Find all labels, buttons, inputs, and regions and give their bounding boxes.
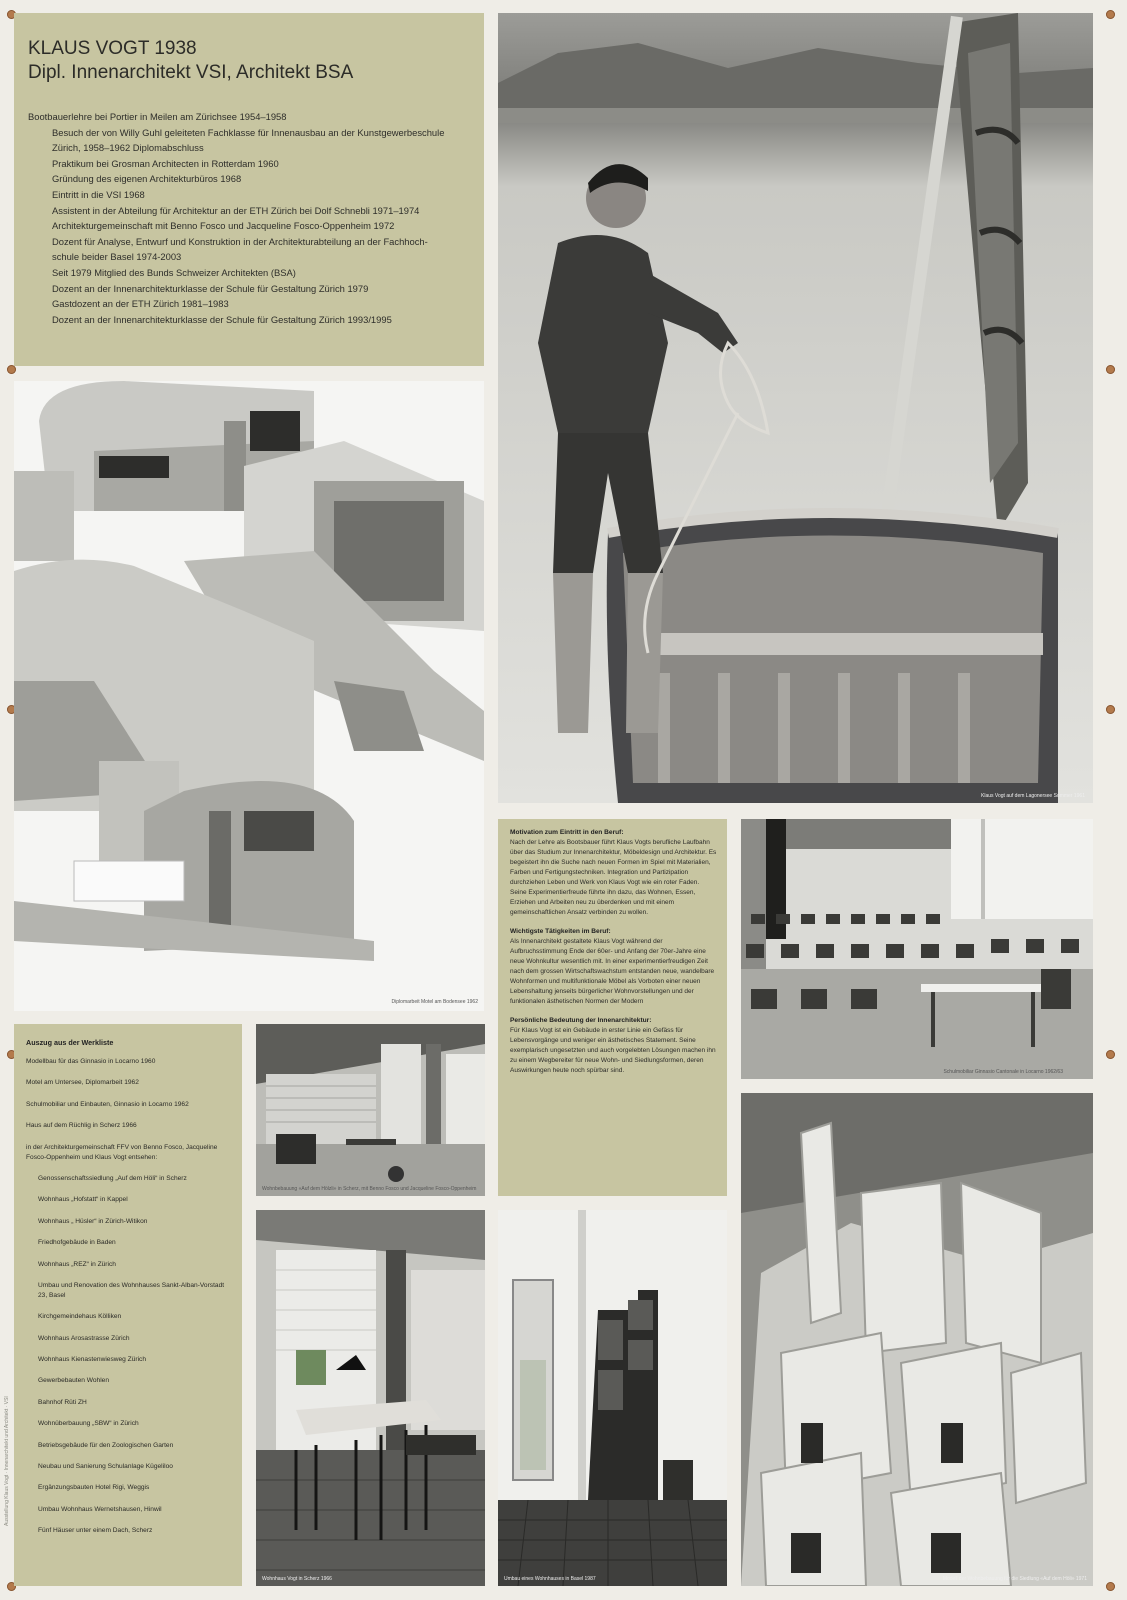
worklist-item: Wohnhaus „Hofstatt“ in Kappel [38, 1196, 128, 1204]
living-room-photo [256, 1024, 485, 1196]
significance-text: Für Klaus Vogt ist ein Gebäude in erster Linie ein Gefäss für Lebensvorgänge und weniger ein ästhetisches Statement. Seine exemplarisch ungesetzten und auch vorgelebten Lösungen machen ihn zu einem Wegbereiter für neue Wohn- und Siedlungsformen, deren Auswirkungen heute noch spürbar sind. [510, 1027, 716, 1074]
motel-caption: Diplomarbeit Motel am Bodensee 1962 [391, 999, 478, 1005]
school-caption: Schulmobiliar Ginnasio Cantonale in Locarno 1962/63 [943, 1069, 1063, 1075]
housing-model-photo [741, 1093, 1093, 1586]
bio-entry: Assistent in der Abteilung für Architektur an der ETH Zürich bei Dolf Schnebli 1971–1974 [52, 204, 420, 216]
living-room-caption: Wohnbebauung «Auf dem Hölzli» in Scherz, mit Benno Fosco und Jacqueline Fosco-Oppenheim [262, 1186, 477, 1192]
worklist-item: Friedhofgebäude in Baden [38, 1239, 116, 1247]
bio-entry: Besuch der von Willy Guhl geleiteten Fachklasse für Innenausbau an der Kunstgewerbeschule [52, 126, 445, 138]
activities-heading: Wichtigste Tätigkeiten im Beruf: [510, 928, 611, 935]
pin [1106, 365, 1115, 374]
worklist-item: Ergänzungsbauten Hotel Rigi, Weggis [38, 1484, 150, 1492]
page-subtitle: Dipl. Innenarchitekt VSI, Architekt BSA [28, 62, 354, 83]
staircase-photo [498, 1210, 727, 1586]
worklist-item: Kirchgemeindehaus Kölliken [38, 1313, 122, 1321]
activities-text: Als Innenarchitekt gestaltete Klaus Vogt während der Aufbruchsstimmung Ende der 60er- und Anfang der 70er-Jahre eine neue Wohnkultur wesentlich mit. In einer experimentierfreudigen Zeit nach dem grossen Wirtschaftswachstum entstanden neue, wandelbare Wohnformen und multifunktionale Möbel als Vorboten einer neuen Lebenshaltung jenseits bürgerlicher Wohnvorstellungen und der funktionalen ästhetischen Normen der Modern [510, 938, 715, 1005]
bio-list [28, 109, 468, 327]
housing-model-caption: Modell der Wohnbebauung für die Siedlung «Auf dem Höli» 1971 [942, 1576, 1087, 1582]
boat-photo [498, 13, 1093, 803]
worklist-item: Wohnhaus „REZ“ in Zürich [38, 1260, 116, 1268]
worklist-item: Umbau und Renovation des Wohnhauses Sankt-Alban-Vorstadt 23, Basel [38, 1281, 225, 1299]
worklist-item: Schulmobiliar und Einbauten, Ginnasio in Locarno 1962 [26, 1100, 189, 1108]
school-furniture-photo [741, 819, 1093, 1079]
worklist-panel [4, 1024, 242, 1586]
bio-entry: Praktikum bei Grosman Architecten in Rotterdam 1960 [52, 157, 279, 169]
worklist-item: Motel am Untersee, Diplomarbeit 1962 [26, 1079, 139, 1087]
pin [1106, 10, 1115, 19]
pin [1106, 1582, 1115, 1591]
worklist-item: Wohnhaus Arosastrasse Zürich [38, 1334, 130, 1342]
bio-entry: Gründung des eigenen Architekturbüros 1968 [52, 173, 242, 185]
dining-room-caption: Wohnhaus Vogt in Scherz 1966 [262, 1576, 332, 1582]
worklist-item: Modellbau für das Ginnasio in Locarno 1960 [26, 1058, 156, 1065]
significance-heading: Persönliche Bedeutung der Innenarchitektur: [510, 1017, 652, 1024]
dining-room-photo [256, 1210, 485, 1586]
worklist-item: Gewerbebauten Wohlen [38, 1377, 109, 1385]
worklist-list [26, 1057, 234, 1536]
page-title: KLAUS VOGT 1938 [28, 38, 197, 59]
worklist-item: Wohnhaus Kienastenwiesweg Zürich [38, 1356, 147, 1364]
staircase-caption: Umbau eines Wohnhauses in Basel 1987 [504, 1576, 596, 1582]
bio-entry: Dozent für Analyse, Entwurf und Konstruktion in der Architekturabteilung an der Fachhoch- [52, 235, 428, 247]
motivation-text: Nach der Lehre als Bootsbauer führt Klaus Vogts berufliche Laufbahn über das Studium zur Innenarchitektur, Möbeldesign und Architektur. Es begeistert ihn die Suche nach neuen Formen im Spiel mit Materialien, Farben und Fertigungstechniken. Integration und Partizipation durchziehen Leben und Werk von Klaus Vogt wie ein roter Faden. Seine Experimentierfreude führte ihn dazu, das Wohnen, Essen, Erziehen und Arbeiten neu zu überdenken und mit einem gemeinschaftlichen Ansatz verbinden zu wollen. [510, 839, 717, 916]
worklist-item: Betriebsgebäude für den Zoologischen Garten [38, 1441, 174, 1449]
worklist-item: Haus auf dem Rüchlig in Scherz 1966 [26, 1122, 137, 1130]
worklist-item: Neubau und Sanierung Schulanlage Kügeliloo [38, 1463, 173, 1471]
worklist-item: Umbau Wohnhaus Wernetshausen, Hinwil [38, 1505, 162, 1513]
worklist-item: Wohnhaus „ Hüsler“ in Zürich-Witikon [38, 1217, 148, 1225]
bio-entry: Bootbauerlehre bei Portier in Meilen am Zürichsee 1954–1958 [28, 111, 287, 122]
bio-entry: Dozent an der Innenarchitekturklasse der Schule für Gestaltung Zürich 1993/1995 [52, 313, 392, 325]
worklist-heading: Auszug aus der Werkliste [26, 1038, 114, 1047]
bio-entry: Dozent an der Innenarchitekturklasse der Schule für Gestaltung Zürich 1979 [52, 282, 369, 294]
worklist-item: Fünf Häuser unter einem Dach, Scherz [38, 1527, 153, 1535]
worklist-item: Wohnüberbauung „SBW“ in Zürich [38, 1420, 139, 1428]
bio-entry: Eintritt in die VSI 1968 [52, 188, 145, 200]
boat-caption: Klaus Vogt auf dem Lagonersee Sommer 1961 [981, 793, 1085, 799]
exhibition-credit: Ausstellung Klaus Vogt · Innenarchitekt und Architekt · VSI [4, 1396, 10, 1526]
bio-entry: Architekturgemeinschaft mit Benno Fosco und Jacqueline Fosco-Oppenheim 1972 [52, 220, 395, 232]
motivation-panel [498, 819, 727, 1196]
pin [1106, 705, 1115, 714]
bio-entry: schule beider Basel 1974-2003 [52, 251, 182, 263]
worklist-item: Bahnhof Rüti ZH [38, 1398, 87, 1406]
motel-model-photo [14, 381, 484, 1011]
worklist-item: Genossenschaftssiedlung „Auf dem Höli“ in Scherz [38, 1174, 187, 1182]
bio-entry: Zürich, 1958–1962 Diplomabschluss [52, 142, 204, 154]
pin [7, 365, 16, 374]
worklist-item: in der Architekturgemeinschaft FFV von Benno Fosco, Jacqueline Fosco-Oppenheim und Klaus Vogt entsehen: [26, 1143, 218, 1161]
pin [1106, 1050, 1115, 1059]
bio-entry: Gastdozent an der ETH Zürich 1981–1983 [52, 298, 229, 310]
bio-entry: Seit 1979 Mitglied des Bunds Schweizer Architekten (BSA) [52, 266, 296, 278]
motivation-heading: Motivation zum Eintritt in den Beruf: [510, 829, 624, 836]
bio-panel [14, 13, 484, 366]
